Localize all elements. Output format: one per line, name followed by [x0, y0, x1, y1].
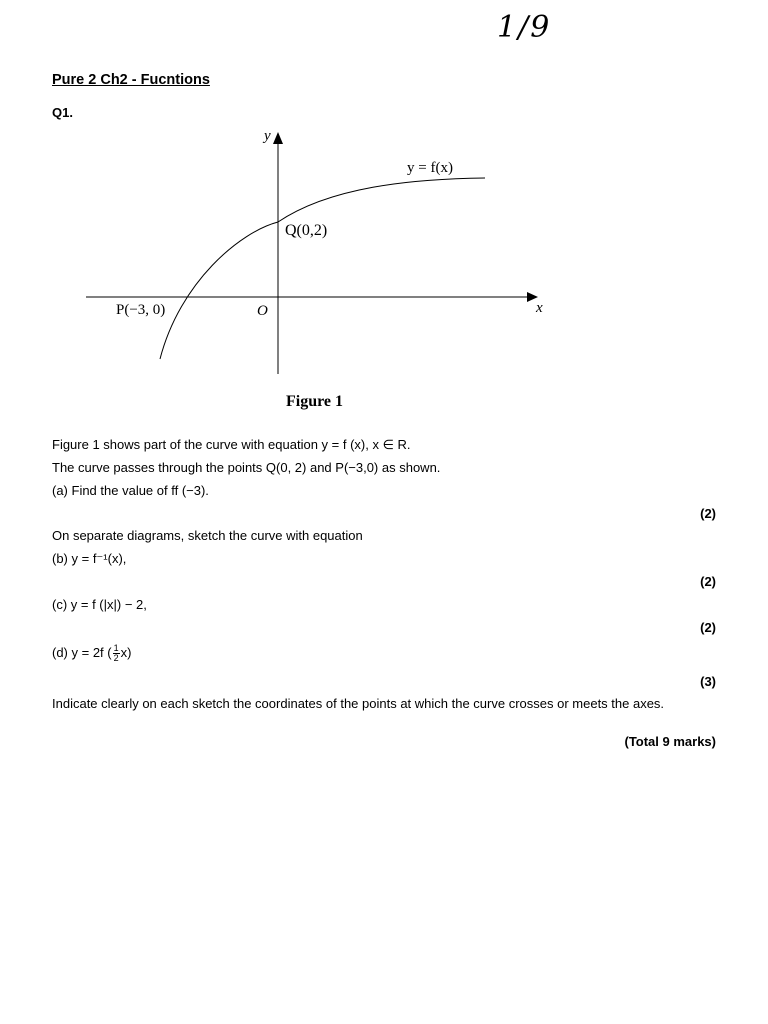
figure-caption: Figure 1	[286, 393, 344, 410]
fraction-denominator: 2	[113, 653, 119, 663]
sketch-instruction: On separate diagrams, sketch the curve with equation	[52, 528, 363, 543]
total-marks: (Total 9 marks)	[624, 734, 716, 749]
question-number: Q1.	[52, 105, 73, 120]
question-intro-line-1: Figure 1 shows part of the curve with equation y = f (x), x ∈ R.	[52, 437, 411, 452]
y-axis-arrow	[273, 132, 283, 144]
part-c-marks: (2)	[700, 620, 716, 635]
part-d-suffix: x)	[120, 644, 132, 660]
axes-instruction: Indicate clearly on each sketch the coordinates of the points at which the curve crosses or meets the axes.	[52, 696, 665, 711]
fraction-numerator: 1	[113, 643, 119, 653]
part-c-text: (c) y = f (|x|) − 2,	[52, 597, 147, 612]
curve-label: y = f(x)	[407, 160, 453, 176]
point-q-label: Q(0,2)	[285, 222, 328, 239]
y-axis-label: y	[264, 128, 271, 144]
part-d-fraction	[113, 644, 120, 663]
page-number-handwritten: 1/9	[497, 10, 552, 45]
part-a-text: (a) Find the value of ff (−3).	[52, 483, 209, 498]
function-graph	[80, 122, 560, 417]
part-b-text: (b) y = f⁻¹(x),	[52, 551, 127, 566]
part-d-text	[52, 644, 131, 663]
part-d-marks: (3)	[700, 674, 716, 689]
part-b-marks: (2)	[700, 574, 716, 589]
part-a-marks: (2)	[700, 506, 716, 521]
question-intro-line-2: The curve passes through the points Q(0, 2) and P(−3,0) as shown.	[52, 460, 441, 475]
x-axis-label: x	[536, 300, 543, 316]
document-title: Pure 2 Ch2 - Fucntions	[52, 72, 210, 88]
part-d-prefix: (d) y = 2f (	[52, 644, 112, 660]
curve-f	[160, 178, 485, 359]
figure-1	[80, 122, 560, 417]
point-p-label: P(−3, 0)	[116, 302, 166, 318]
origin-label: O	[257, 303, 268, 319]
